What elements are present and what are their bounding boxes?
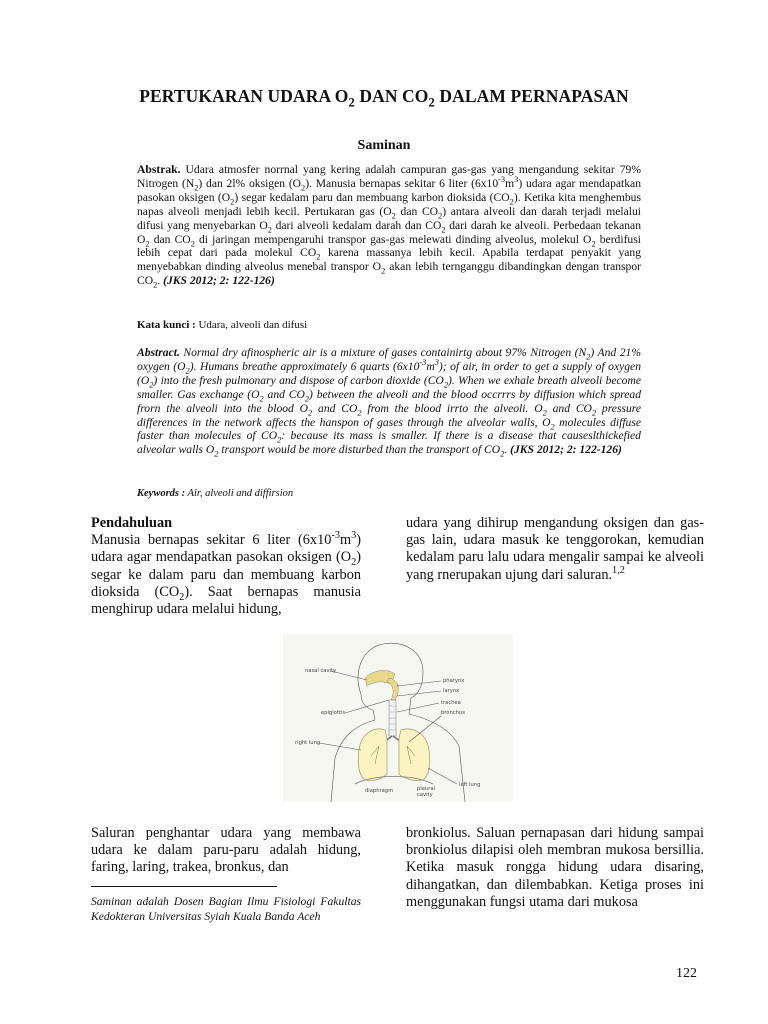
label-epiglottis: epiglottis: [321, 710, 346, 716]
label-diaphragm: diaphragm: [365, 788, 394, 794]
abstract-english: Abstract. Normal dry afinospheric air is a mixture of gases containirtg about 97% Nitrogen $(N_2)$ And 21% oxygen $(O_2)$. Humans breathe approximately 6 quarts $(6x10^{-3}m^3)$; of air, in order to get a supply of oxygen $(O_2)$ into the fresh pulmonary and dispose of carbon dioxide $(CO_2)$. When we exhale breath alveoli become smaller. Gas exchange ($O_2$ and $CO_2$) between the alveoli and the blood occrrrs by diffusion which spread frorn the alveoli into the blood $O_2$ and $CO_2$ from the blood irrto the alveoli. $O_2$ and $CO_2$ pressure differences in the network affects the hanspon of gases through the alveolar walls, $O_2$ molecules diffuse faster than molecules of $CO_2$: because its mass is smaller. If there is a disease that causeslthickefied alveolar walls $O_2$ transport would be more disturbed than the transport of $CO_2$. (JKS 2012; 2: 122-126): [137, 346, 642, 459]
label-trachea: trachea: [441, 700, 461, 706]
abstract-en-citation: (JKS 2012; 2: 122-126): [510, 443, 622, 457]
label-pharynx: pharynx: [443, 678, 465, 684]
citation-superscript: 1,2: [612, 564, 625, 576]
abstract-citation: (JKS 2012; 2: 122-126): [163, 274, 275, 288]
lower-left-column: Saluran penghantar udara yang membawa udara ke dalam paru-paru adalah hidung, faring, laring, trakea, bronkus, dan: [91, 825, 361, 876]
author-footnote: Saminan adalah Dosen Bagian Ilmu Fisiologi Fakultas Kedokteran Universitas Syiah Kuala Banda Aceh: [91, 895, 361, 923]
keywords-english: Keywords : Air, alveoli and diffirsion: [137, 488, 294, 499]
lower-right-column: bronkiolus. Saluan pernapasan dari hidung sampai bronkiolus dilapisi oleh membran mukosa bersillia. Ketika masuk rongga hidung udara disaring, dihangatkan, dan dilembabkan. Ketiga proses ini menggunakan fungsi utama dari mukosa: [406, 825, 704, 910]
abstract-indonesian: Abstrak. Udara atmosfer norrnal yang kering adalah campuran gas-gas yang mengandung sekitar 79% Nitrogen $(N_2)$ dan 2l% oksigen $(O_2)$. Manusia bernapas sekitar 6 liter $(6x10^{-3}m^3)$ udara agar mendapatkan pasokan oksigen $(O_2)$ segar kedalam paru dan membuang karbon dioksida $(CO_2)$. Ketika kita menghembus napas alveoli menjadi lebih kecil. Pertukaran gas ($O_2$ dan $CO_2$) antara alveoli dan darah terjadi melalui difusi yang menyebarkan $O_2$ dari alveoli kedalam darah dan $CO_2$ dari darah ke alveoli. Perbedaan tekanan $O_2$ dan $CO_2$ di jaringan mempengaruhi transpor gas-gas melewati dinding alveolus, molekul $O_2$ berdifusi lebih cepat dari pada molekul $CO_2$ karena massanya lebih kecil. Apabila terdapat penyakit yang menyebabkan dinding alveolus menebal transpor $O_2$ akan lebih ternganggu dibandingkan dengan transpor $CO_2$. (JKS 2012; 2: 122-126): [137, 163, 642, 290]
page-number: 122: [676, 966, 697, 981]
label-right-lung: right lung: [295, 740, 321, 746]
paper-title: PERTUKARAN UDARA $O_2$ DAN $CO_2$ DALAM PERNAPASAN: [139, 86, 629, 110]
respiratory-diagram: [283, 634, 513, 802]
section-heading: Pendahuluan: [91, 515, 173, 531]
label-cavity: cavity: [417, 792, 433, 798]
label-nasal-cavity: nasal cavity: [305, 668, 337, 674]
keywords-indonesian: Kata kunci : Udara, alveoli dan difusi: [137, 319, 308, 331]
footnote-divider: [91, 886, 277, 887]
label-left-lung: left lung: [459, 782, 481, 788]
label-pleural: pleural: [417, 786, 435, 792]
intro-left-column: [91, 515, 361, 618]
label-larynx: larynx: [443, 688, 460, 694]
intro-right-column: udara yang dihirup mengandung oksigen dan gas-gas lain, udara masuk ke tenggorokan, kemudian kedalam paru lalu udara mengalir sampai ke alveoli yang rnerupakan ujung dari saluran.$^{1,2}$: [406, 515, 704, 583]
abstract-en-label: Abstract.: [137, 346, 180, 359]
abstract-label: Abstrak.: [137, 163, 181, 176]
intro-left-text: Manusia bernapas sekitar 6 liter $(6x10^{-3}m^3)$ udara agar mendapatkan pasokan oksigen $(O_2)$ segar ke dalam paru dan membuang karbon dioksida $(CO_2)$. Saat bernapas manusia menghirup udara melalui hidung,: [91, 530, 361, 618]
author-name: Saminan: [357, 138, 411, 153]
label-bronchus: bronchus: [441, 710, 465, 716]
